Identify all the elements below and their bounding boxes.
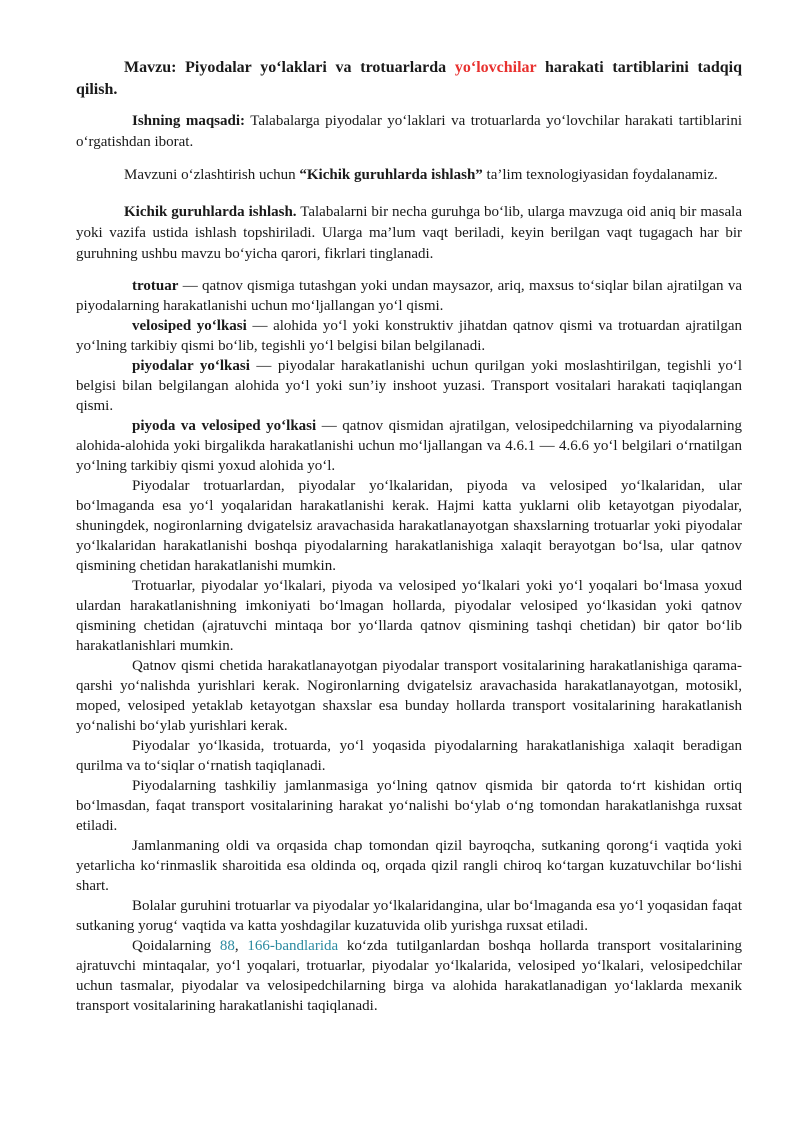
body-paragraph: Bolalar guruhini trotuarlar va piyodalar yo‘lkalaridangina, ular bo‘lmaganda esa yo‘l yoqasidan faqat sutkaning yorug‘ vaqtida va katta yoshdagilar kuzatuvida olib yurishga ruxsat etiladi. bbox=[76, 898, 742, 934]
final-after: ko‘zda tutilganlardan boshqa hollarda transport vositalarining ajratuvchi mintaqalar, yo‘l yoqalari, trotuarlar, piyodalar yo‘lkalarida, velosiped yo‘lkalari, velosipedchilar uchun tasmalar, piyodalar va velosipedchilarning birga va alohida harakatlanadigan yo‘laklarda mexanik transport vositalarining harakatlanishi taqiqlanadi. bbox=[76, 938, 743, 1014]
document-page bbox=[76, 57, 742, 1016]
definition-text: — qatnov qismidan ajratilgan, velosipedchilarning va piyodalarning alohida-alohida yoki birgalikda harakatlanishi uchun mo‘ljallangan va 4.6.1 — 4.6.6 yo‘l belgilari o‘rnatilgan yo‘lning tarkibiy qismi yoxud alohida yo‘l. bbox=[76, 418, 742, 474]
intro-bold: “Kichik guruhlarda ishlash” bbox=[299, 167, 483, 183]
definition-term: trotuar bbox=[132, 278, 179, 294]
method-label: Kichik guruhlarda ishlash. bbox=[124, 204, 297, 220]
intro-paragraph bbox=[76, 165, 742, 186]
goal-text: Talabalarga piyodalar yo‘laklari va trotuarlarda yo‘lovchilar harakati tartiblarini o‘rgatishdan iborat. bbox=[76, 113, 742, 150]
definition-piyoda-velosiped-yolkasi bbox=[76, 416, 742, 476]
title-part1: Mavzu: Piyodalar yo‘laklari va trotuarlarda bbox=[124, 59, 455, 76]
body-paragraph: Trotuarlar, piyodalar yo‘lkalari, piyoda va velosiped yo‘lkalari yoki yo‘l yoqalari bo‘lmasa yoxud ulardan harakatlanishning imkoniyati bo‘lmagan hollarda, piyodalar velosiped yo‘lkasidan yoki qatnov qismining chetidan (ajratuvchi mintaqa bor yo‘llarda qatnov qismining tashqi chetidan) bir qator bo‘lib harakatlanishlari mumkin. bbox=[76, 578, 742, 654]
final-separator: , bbox=[234, 938, 248, 954]
definition-velosiped-yolkasi bbox=[76, 316, 742, 356]
body-paragraph: Qatnov qismi chetida harakatlanayotgan piyodalar transport vositalarining harakatlanishiga qarama-qarshi yo‘nalishda yurishlari kerak. Nogironlarning dvigatelsiz aravachasida harakatlanayotgan, motosikl, moped, velosiped yetaklab ketayotgan shaxslar esa bunday hollarda transport vositalarining harakatlanish yo‘nalishi bo‘ylab yurishlari kerak. bbox=[76, 658, 742, 734]
title-part2: harakati tartiblarini tadqiq qilish. bbox=[76, 59, 743, 98]
goal-label: Ishning maqsadi: bbox=[132, 113, 246, 129]
body-paragraph: Piyodalar trotuarlardan, piyodalar yo‘lkalaridan, piyoda va velosiped yo‘lkalaridan, ular bo‘lmaganda esa yo‘l yoqalaridan harakatlanishi kerak. Hajmi katta yuklarni olib ketayotgan piyodalar, shuningdek, nogironlarning dvigatelsiz aravachasida harakatlanayotgan shaxslarning trotuarlar yoki piyodalar yo‘lkalaridan harakatlanishi boshqa piyodalarning harakatlanishiga xalaqit berayotgan bo‘lsa, ular qatnov qismining chetidan harakatlanishi mumkin. bbox=[76, 478, 742, 574]
rule-88-link[interactable]: 88 bbox=[219, 938, 235, 954]
title-highlight: yo‘lovchilar bbox=[454, 59, 537, 76]
definition-term: piyoda va velosiped yo‘lkasi bbox=[132, 418, 317, 434]
definition-text: — qatnov qismiga tutashgan yoki undan maysazor, ariq, maxsus to‘siqlar bilan ajratilgan va piyodalarning harakatlanishi uchun mo‘ljallangan yo‘l qismi. bbox=[76, 278, 742, 314]
intro-after: ta’lim texnologiyasidan foydalanamiz. bbox=[482, 167, 718, 183]
definition-text: — piyodalar harakatlanishi uchun qurilgan yoki moslashtirilgan, tegishli yo‘l belgisi bilan belgilangan alohida yo‘l yoki sun’iy inshoot yuzasi. Transport vositalari harakati taqiqlangan qismi. bbox=[76, 358, 742, 414]
rule-166-link[interactable]: 166-bandlarida bbox=[247, 938, 339, 954]
final-paragraph bbox=[76, 936, 742, 1016]
definition-term: piyodalar yo‘lkasi bbox=[132, 358, 250, 374]
method-text: Talabalarni bir necha guruhga bo‘lib, ularga mavzuga oid aniq bir masala yoki vazifa ustida ishlash topshiriladi. Ularga ma’lum vaqt beriladi, keyin berilgan vaqt tugagach har bir guruhning ushbu mavzu bo‘yicha qarori, fikrlari tinglanadi. bbox=[76, 204, 742, 262]
body-paragraph: Piyodalar yo‘lkasida, trotuarda, yo‘l yoqasida piyodalarning harakatlanishiga xalaqit beradigan qurilma va to‘siqlar o‘rnatish taqiqlanadi. bbox=[76, 738, 742, 774]
intro-before: Mavzuni o‘zlashtirish uchun bbox=[124, 167, 300, 183]
definition-text: — alohida yo‘l yoki konstruktiv jihatdan qatnov qismi va trotuardan ajratilgan yo‘lning tarkibiy qismi bo‘lib, tegishli yo‘l belgisi bilan belgilanadi. bbox=[76, 318, 742, 354]
final-before: Qoidalarning bbox=[132, 938, 220, 954]
method-paragraph bbox=[76, 202, 742, 265]
definition-piyodalar-yolkasi bbox=[76, 356, 742, 416]
goal-paragraph bbox=[76, 111, 742, 153]
definition-term: velosiped yo‘lkasi bbox=[132, 318, 247, 334]
definition-trotuar bbox=[76, 276, 742, 316]
body-paragraph: Piyodalarning tashkiliy jamlanmasiga yo‘lning qatnov qismida bir qatorda to‘rt kishidan ortiq bo‘lmasdan, faqat transport vositalarining harakat yo‘nalishi bo‘ylab o‘ng tomondan harakatlanishga ruxsat etiladi. bbox=[76, 778, 742, 834]
document-title bbox=[76, 57, 742, 101]
body-paragraph: Jamlanmaning oldi va orqasida chap tomondan qizil bayroqcha, sutkaning qorong‘i vaqtida yoki yetarlicha ko‘rinmaslik sharoitida esa oldinda oq, orqada qizil rangli chiroq ko‘targan kuzatuvchilar bo‘lishi shart. bbox=[76, 838, 742, 894]
